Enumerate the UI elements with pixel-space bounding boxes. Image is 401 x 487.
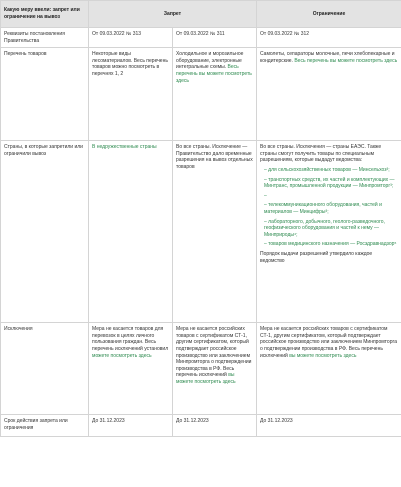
cell: Во все страны. Исключение — Правительство дало временные разрешения на вывоз отдельных товаров: [173, 141, 257, 323]
row-label: Срок действия запрета или ограничения: [1, 415, 89, 437]
header-measure: Какую меру ввели: запрет или ограничение на вывоз: [1, 1, 89, 28]
list-item: – товаров медицинского назначения — Росздравнадзор⁵: [264, 241, 398, 248]
agency-list: [260, 167, 398, 248]
list-item: – транспортных средств, их частей и комплектующих — Минтранс, промышленной продукции — Минпромторг³;: [264, 177, 398, 190]
cell-text: Мера не касается российских товаров с сертификатом СТ-1, другим сертификатом, который подтверждает российское производство или заключением Минпромторга о подтверждении производства в РФ. Весь перечень исключений: [260, 326, 397, 359]
cell: [173, 323, 257, 415]
cell: От 09.03.2022 № 312: [257, 28, 401, 48]
row-label: Страны, в которые запретили или ограничили вывоз: [1, 141, 89, 323]
header-row: [1, 1, 401, 28]
list-item: – телекоммуникационного оборудования, частей и материалов — Минцифры³;: [264, 202, 398, 215]
cell: До 31.12.2023: [173, 415, 257, 437]
list-item: [264, 193, 398, 200]
cell: От 09.03.2022 № 311: [173, 28, 257, 48]
cell: [89, 323, 173, 415]
exceptions-link[interactable]: вы можете посмотреть здесь: [176, 372, 236, 385]
cell-text: Мера не касается товаров для перевозок в целях личного пользования граждан. Весь перечень исключений установил: [92, 326, 169, 352]
cell-text: Мера не касается российских товаров с сертификатом СТ-1, другим сертификатом, который подтверждает российское производство или заключением Минпромторга о подтверждении производства в РФ. Весь перечень исключений: [176, 326, 252, 379]
cell-text: Холодильное и морозильное оборудование, электронные интегральные схемы.: [176, 51, 244, 71]
row-label: Перечень товаров: [1, 48, 89, 141]
cell-text: Во все страны. Исключения — страны ЕАЭС. Также страны смогут получить товары по специальным разрешениям, которые выдадут ведомства:: [260, 144, 382, 164]
exceptions-link[interactable]: вы можете посмотреть здесь: [289, 352, 357, 359]
cell: [89, 48, 173, 141]
cell: [173, 48, 257, 141]
row-label: Реквизиты постановления Правительства: [1, 28, 89, 48]
cell: До 31.12.2023: [257, 415, 401, 437]
row-term: [1, 415, 401, 437]
list-link[interactable]: Весь перечень вы можете посмотреть здесь: [294, 57, 398, 64]
row-label: Исключения: [1, 323, 89, 415]
row-goods: [1, 48, 401, 141]
list-item: – для сельскохозяйственных товаров — Минсельхоз³;: [264, 167, 398, 174]
cell-text: Самолеты, сепараторы молочные, печи хлебопекарные и кондитерские.: [260, 51, 395, 64]
row-requisites: [1, 28, 401, 48]
row-countries: [1, 141, 401, 323]
cell: [257, 141, 401, 323]
header-restriction: Ограничение: [257, 1, 401, 28]
cell: От 09.03.2022 № 313: [89, 28, 173, 48]
row-exceptions: [1, 323, 401, 415]
cell: В недружественные страны: [89, 141, 173, 323]
list-link[interactable]: Весь перечень вы можете посмотреть здесь: [176, 64, 252, 84]
cell: До 31.12.2023: [89, 415, 173, 437]
header-ban: Запрет: [89, 1, 257, 28]
exceptions-link[interactable]: можете посмотреть здесь: [92, 352, 152, 359]
cell: [257, 48, 401, 141]
cell-text: Некоторые виды лесоматериалов. Весь перечень товаров можно посмотреть в перечнях 1, 2: [92, 51, 168, 77]
cell: [257, 323, 401, 415]
list-item: – лабораторного, добычного, геолого-разведочного, геофизического оборудования и частей к нему — Минприроды⁴;: [264, 219, 398, 239]
cell-text: Порядок выдачи разрешений утвердило каждое ведомство: [260, 250, 373, 264]
